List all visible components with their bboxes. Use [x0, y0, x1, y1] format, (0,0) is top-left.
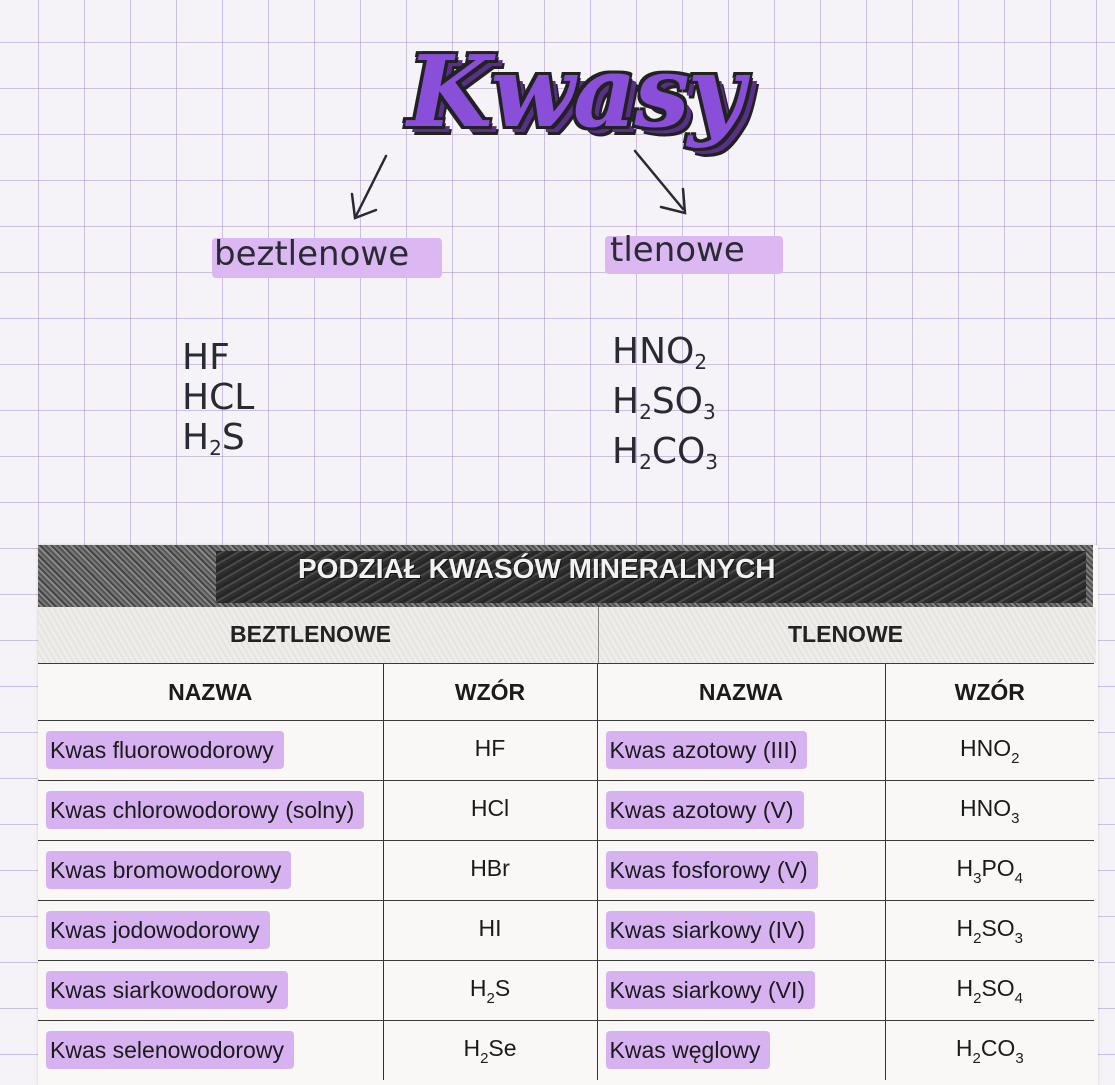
list-item: $H_2CO_3$ — [612, 431, 719, 474]
handwritten-title — [340, 18, 810, 168]
table-banner — [38, 545, 1093, 607]
acid-name-right — [597, 841, 885, 901]
formula-left: HF — [383, 721, 597, 781]
group-divider — [598, 607, 599, 663]
acid-name-left — [38, 721, 383, 781]
list-tlenowe — [612, 332, 718, 482]
list-item: $HNO_2$ — [612, 331, 708, 374]
highlighted-name: Kwas fosforowy (V) — [606, 851, 818, 889]
acids-table — [38, 663, 1094, 1080]
acid-name-left — [38, 781, 383, 841]
table-row — [38, 721, 1094, 781]
highlighted-name: Kwas bromowodorowy — [46, 851, 291, 889]
title-text: Kwasy — [407, 35, 743, 150]
table-header-row — [38, 664, 1094, 721]
label-tlenowe: tlenowe — [610, 230, 745, 270]
acid-name-right — [597, 781, 885, 841]
header-formula-right: WZÓR — [885, 664, 1094, 721]
group-beztlenowe: BEZTLENOWE — [230, 621, 391, 647]
highlighted-name: Kwas azotowy (V) — [606, 791, 804, 829]
formula-right: $HNO_3$ — [885, 781, 1094, 841]
acid-name-left — [38, 901, 383, 961]
highlighted-name: Kwas azotowy (III) — [606, 731, 808, 769]
arrow-left-icon — [340, 150, 400, 230]
acid-name-right — [597, 721, 885, 781]
highlighted-name: Kwas siarkowy (VI) — [606, 971, 816, 1009]
table-row — [38, 901, 1094, 961]
acid-name-left — [38, 1021, 383, 1081]
group-tlenowe: TLENOWE — [788, 621, 903, 647]
list-item: HCL — [182, 377, 255, 418]
formula-left: HBr — [383, 841, 597, 901]
label-beztlenowe: beztlenowe — [214, 234, 410, 274]
highlighted-name: Kwas węglowy — [606, 1031, 771, 1069]
formula-right: $HNO_2$ — [885, 721, 1094, 781]
formula-left: HCl — [383, 781, 597, 841]
highlighted-name: Kwas chlorowodorowy (solny) — [46, 791, 364, 829]
header-name-left: NAZWA — [38, 664, 383, 721]
arrow-right-icon — [625, 145, 695, 225]
list-item: $H_2S$ — [182, 417, 245, 460]
formula-right: $H_2CO_3$ — [885, 1021, 1094, 1081]
table-row — [38, 781, 1094, 841]
header-name-right: NAZWA — [597, 664, 885, 721]
acid-name-left — [38, 961, 383, 1021]
acid-name-right — [597, 1021, 885, 1081]
formula-left: HI — [383, 901, 597, 961]
highlighted-name: Kwas jodowodorowy — [46, 911, 270, 949]
acid-name-left — [38, 841, 383, 901]
highlighted-name: Kwas siarkowy (IV) — [606, 911, 816, 949]
list-item: $H_2SO_3$ — [612, 381, 716, 424]
highlighted-name: Kwas fluorowodorowy — [46, 731, 284, 769]
highlighted-name: Kwas siarkowodorowy — [46, 971, 288, 1009]
group-header-row — [38, 607, 1096, 663]
list-beztlenowe — [182, 338, 254, 468]
acid-name-right — [597, 961, 885, 1021]
formula-left: $H_2S$ — [383, 961, 597, 1021]
formula-right: $H_2SO_4$ — [885, 961, 1094, 1021]
formula-right: $H_3PO_4$ — [885, 841, 1094, 901]
highlighted-name: Kwas selenowodorowy — [46, 1031, 294, 1069]
formula-right: $H_2SO_3$ — [885, 901, 1094, 961]
table-row — [38, 1021, 1094, 1081]
acid-name-right — [597, 901, 885, 961]
list-item: HF — [182, 337, 230, 378]
printed-table-sheet — [38, 545, 1098, 1085]
header-formula-left: WZÓR — [383, 664, 597, 721]
formula-left: $H_2Se$ — [383, 1021, 597, 1081]
table-row — [38, 961, 1094, 1021]
table-title: PODZIAŁ KWASÓW MINERALNYCH — [298, 553, 776, 584]
table-row — [38, 841, 1094, 901]
